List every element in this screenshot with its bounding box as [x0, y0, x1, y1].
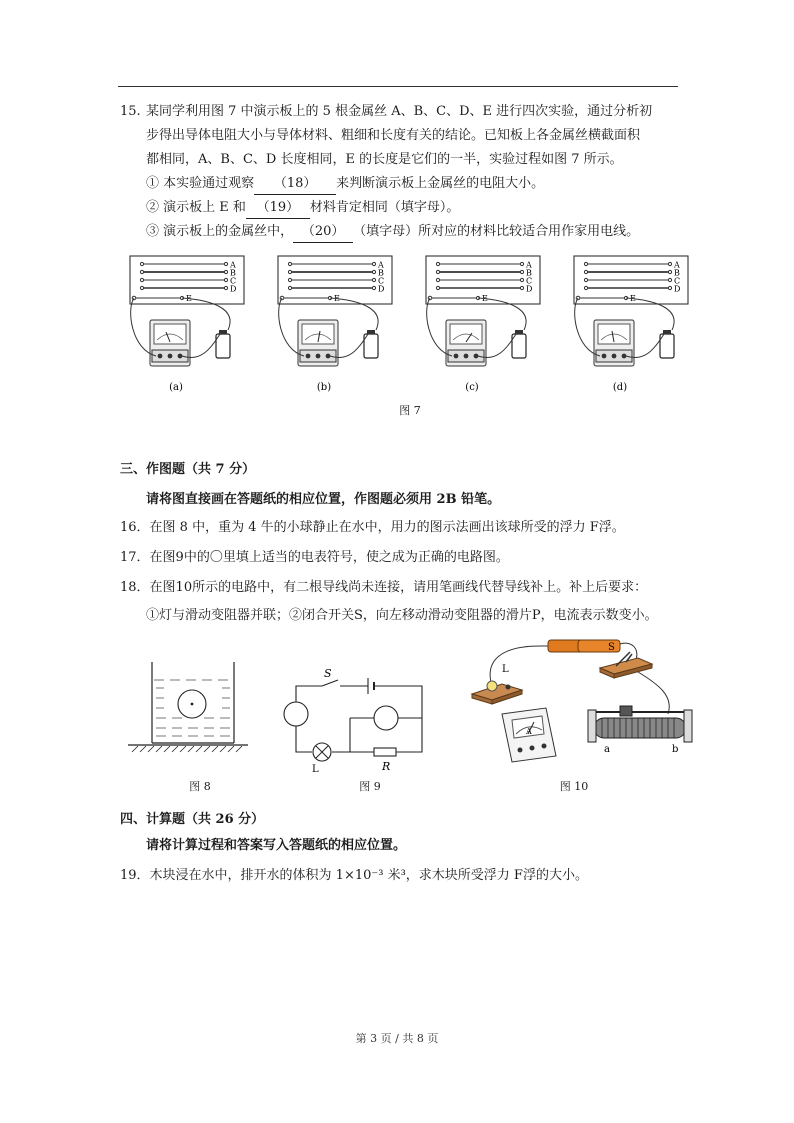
figure-9: [278, 664, 434, 776]
subfigure-label-c: (c): [465, 382, 479, 393]
subfigure-label-a: (a): [169, 382, 183, 393]
switch-label: S: [324, 667, 332, 680]
q15-s3-post: （填字母）所对应的材料比较适合用作家用电线。: [353, 224, 640, 239]
wire-label-d: D: [230, 284, 237, 294]
q18-line2: ①灯与滑动变阻器并联；②闭合开关S，向左移动滑动变阻器的滑片P，电流表示数变小。: [146, 608, 658, 623]
subfigure-label-b: (b): [316, 382, 332, 393]
q15-line1: 某同学利用图 7 中演示板上的 5 根金属丝 A、B、C、D、E 进行四次实验，通过分析初: [146, 104, 653, 119]
wire-label-b: B: [526, 268, 532, 278]
q15-s1-post: 来判断演示板上金属丝的电阻大小。: [336, 176, 545, 191]
wire-label-a: A: [378, 260, 384, 270]
figure-7-caption: 图 7: [399, 404, 421, 417]
figure-7-panel-b: [278, 256, 392, 393]
header-rule: [118, 86, 678, 87]
rheostat-terminal-b: b: [672, 744, 679, 755]
q15-s2-pre: ② 演示板上 E 和: [146, 200, 246, 215]
rheostat-terminal-a: a: [604, 744, 610, 755]
wire-label-b: B: [378, 268, 384, 278]
q15-s1-pre: ① 本实验通过观察: [146, 176, 255, 191]
q15-number: 15.: [120, 104, 141, 119]
wire-label-d: D: [526, 284, 533, 294]
q15-s3-pre: ③ 演示板上的金属丝中，: [146, 224, 294, 239]
resistor-label: R: [382, 760, 391, 773]
figure-7-panel-d: [574, 256, 688, 393]
section-4-heading: 四、计算题（共 26 分）: [120, 812, 265, 827]
figure-9-caption: 图 9: [359, 780, 381, 793]
q17-text: 17．在图9中的〇里填上适当的电表符号，使之成为正确的电路图。: [120, 550, 509, 565]
figure-7-panel-c: [426, 256, 540, 393]
answer-blank-18: （18）: [254, 174, 336, 195]
q15-subquestion-3: [146, 222, 639, 243]
q19-text: 19．木块浸在水中，排开水的体积为 1×10⁻³ 米³，求木块所受浮力 F浮的大小。: [120, 868, 588, 883]
page-footer: 第 3 页 / 共 8 页: [355, 1032, 439, 1045]
answer-blank-20: （20）: [293, 222, 353, 243]
subfigure-label-d: (d): [612, 382, 628, 393]
wire-label-c: C: [230, 276, 237, 286]
wire-label-a: A: [526, 260, 532, 270]
figure-8-caption: 图 8: [189, 780, 211, 793]
wire-label-e: E: [482, 294, 488, 303]
figure-7-panel-a: [130, 256, 244, 393]
wire-label-c: C: [526, 276, 533, 286]
section-3-instruction: 请将图直接画在答题纸的相应位置，作图题必须用 2B 铅笔。: [146, 492, 501, 507]
switch-device: [600, 652, 652, 678]
q15-subquestion-2: [146, 198, 459, 219]
figure-10-caption: 图 10: [559, 780, 589, 793]
q18-line1: 18．在图10所示的电路中，有二根导线尚未连接，请用笔画线代替导线补上。补上后要求：: [120, 580, 648, 595]
fig10-switch-label: S: [608, 642, 615, 653]
rheostat: [588, 706, 692, 742]
fig10-lamp-label: L: [502, 664, 509, 675]
q16-text: 16．在图 8 中，重为 4 牛的小球静止在水中，用力的图示法画出该球所受的浮力 F浮。: [120, 520, 625, 535]
lamp-symbol: [313, 743, 331, 761]
wire-label-c: C: [674, 276, 681, 286]
lamp-holder: [472, 681, 522, 704]
wire-label-a: A: [230, 260, 236, 270]
wire-label-b: B: [230, 268, 236, 278]
wire-label-b: B: [674, 268, 680, 278]
wire-label-a: A: [674, 260, 680, 270]
figure-7: [120, 250, 700, 400]
wire-label-e: E: [630, 294, 636, 303]
section-4-instruction: 请将计算过程和答案写入答题纸的相应位置。: [146, 838, 407, 853]
lamp-label: L: [312, 764, 319, 775]
wire-label-d: D: [674, 284, 681, 294]
q15-s2-post: 材料肯定相同（填字母）。: [309, 200, 460, 215]
wire-label-d: D: [378, 284, 385, 294]
fig10-meter-label: A: [526, 727, 532, 736]
figure-10: [462, 630, 700, 766]
figure-8: [124, 656, 250, 756]
answer-blank-19: （19）: [246, 198, 310, 219]
q15-line3: 都相同，A、B、C、D 长度相同，E 的长度是它们的一半，实验过程如图 7 所示。: [146, 152, 623, 167]
wire-label-c: C: [378, 276, 385, 286]
meter-slot-left: [284, 702, 308, 726]
q15-line2: 步得出导体电阻大小与导体材料、粗细和长度有关的结论。已知板上各金属丝横截面积: [146, 128, 641, 143]
wire-label-e: E: [334, 294, 340, 303]
section-3-heading: 三、作图题（共 7 分）: [120, 462, 256, 477]
wire-label-e: E: [186, 294, 192, 303]
q15-subquestion-1: [146, 174, 544, 195]
meter-slot-right: [374, 706, 398, 730]
resistor-symbol: [374, 748, 396, 756]
